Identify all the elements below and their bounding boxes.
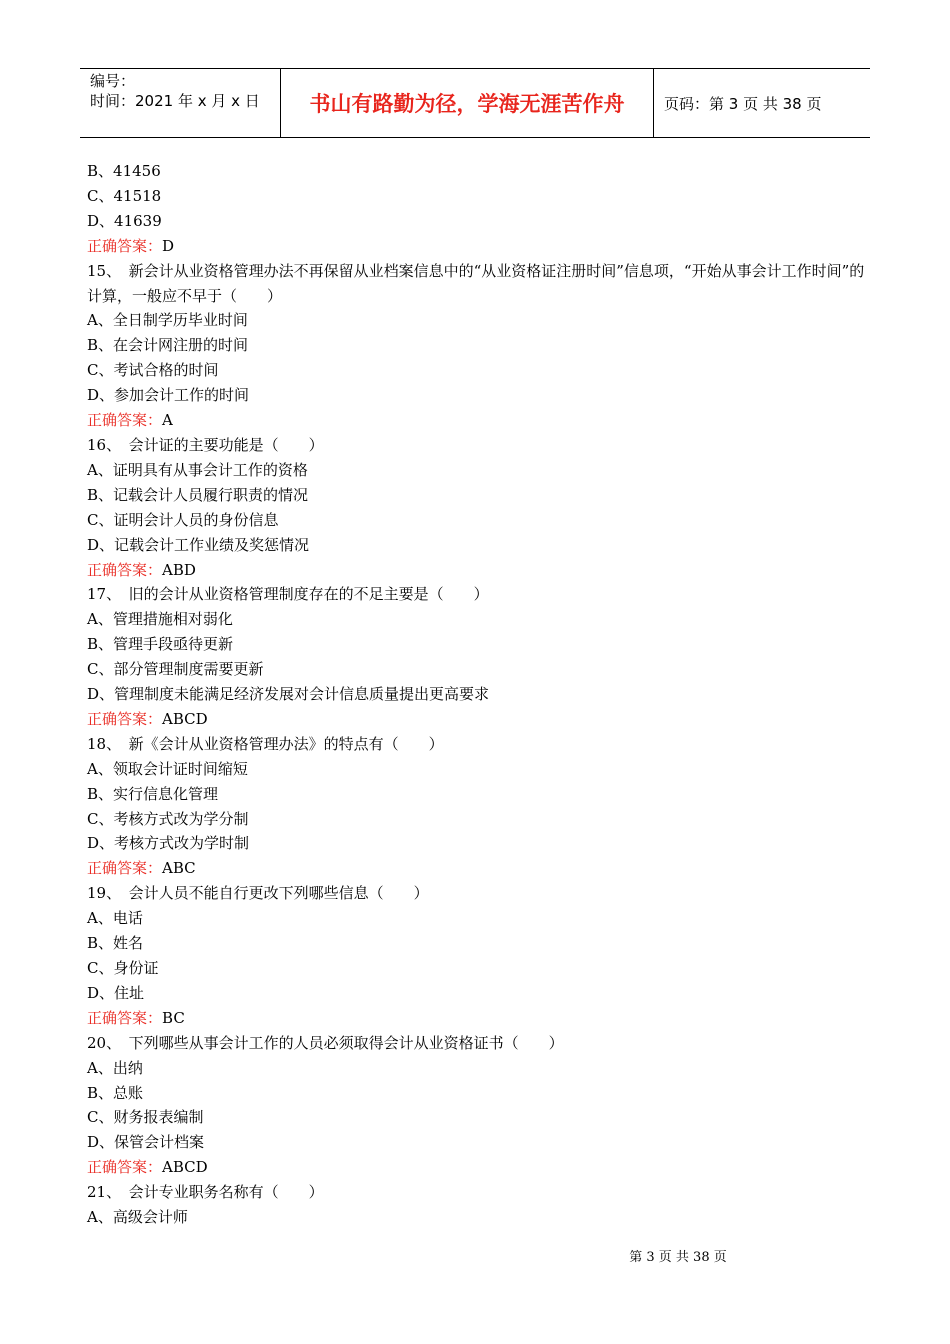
answer-label: 正确答案： [87, 411, 163, 430]
option-text: D、住址 [87, 983, 145, 1002]
answer-label: 正确答案： [87, 236, 163, 255]
question-text: 17、 旧的会计从业资格管理制度存在的不足主要是（ ） [87, 585, 489, 604]
answer-value: ABCD [162, 709, 208, 728]
option-text: C、部分管理制度需要更新 [87, 660, 264, 679]
option-text: A、管理措施相对弱化 [87, 610, 233, 629]
answer-value: ABD [162, 560, 196, 579]
page-header [80, 68, 870, 138]
question-text: 19、 会计人员不能自行更改下列哪些信息（ ） [87, 884, 429, 903]
answer-line [87, 1006, 872, 1031]
footer-page-number: 第 3 页 共 38 页 [629, 1250, 727, 1265]
option-text: C、41518 [87, 186, 162, 205]
option-text: A、高级会计师 [87, 1208, 188, 1227]
option-text: C、考试合格的时间 [87, 361, 219, 380]
page-footer [0, 1246, 950, 1265]
serial-number-label: 编号： [90, 72, 136, 90]
header-page-info: 页码：第 3 页 共 38 页 [664, 94, 822, 113]
answer-label: 正确答案： [87, 709, 163, 728]
question-text: 20、 下列哪些从事会计工作的人员必须取得会计从业资格证书（ ） [87, 1033, 564, 1052]
header-meta [80, 69, 281, 137]
option-text: A、电话 [87, 909, 143, 928]
answer-line [87, 408, 872, 433]
answer-label: 正确答案： [87, 859, 163, 878]
option-text: A、全日制学历毕业时间 [87, 311, 248, 330]
option-text: B、总账 [87, 1083, 144, 1102]
option-text: D、记载会计工作业绩及奖惩情况 [87, 535, 310, 554]
option-text: D、保管会计档案 [87, 1133, 205, 1152]
question-text: 18、 新《会计从业资格管理办法》的特点有（ ） [87, 734, 444, 753]
option-text: A、出纳 [87, 1058, 143, 1077]
option-text: D、考核方式改为学时制 [87, 834, 250, 853]
question-text: 15、 新会计从业资格管理办法不再保留从业档案信息中的“从业资格证注册时间”信息项，“开始从事会计工作时间”的计算，一般应不早于（ ） [87, 261, 865, 305]
option-text: B、姓名 [87, 934, 144, 953]
document-body [87, 159, 872, 1230]
answer-line [87, 234, 872, 259]
option-text: C、证明会计人员的身份信息 [87, 510, 279, 529]
answer-value: ABC [162, 859, 196, 878]
answer-line [87, 707, 872, 732]
answer-line [87, 558, 872, 583]
option-text: C、考核方式改为学分制 [87, 809, 249, 828]
answer-label: 正确答案： [87, 1008, 163, 1027]
option-text: B、实行信息化管理 [87, 784, 219, 803]
question-text: 16、 会计证的主要功能是（ ） [87, 435, 324, 454]
date-label: 时间：2021 年 x 月 x 日 [90, 92, 260, 110]
option-text: D、管理制度未能满足经济发展对会计信息质量提出更高要求 [87, 685, 490, 704]
answer-line [87, 856, 872, 881]
option-text: D、41639 [87, 211, 162, 230]
answer-label: 正确答案： [87, 560, 163, 579]
answer-value: D [162, 236, 175, 255]
option-text: B、41456 [87, 162, 161, 180]
answer-value: BC [162, 1008, 185, 1027]
answer-value: ABCD [162, 1158, 208, 1177]
option-text: C、财务报表编制 [87, 1108, 204, 1127]
option-text: C、身份证 [87, 959, 159, 977]
option-text: A、证明具有从事会计工作的资格 [87, 460, 308, 479]
question-text: 21、 会计专业职务名称有（ ） [87, 1183, 324, 1202]
answer-value: A [162, 411, 173, 430]
answer-label: 正确答案： [87, 1158, 163, 1177]
option-text: B、记载会计人员履行职责的情况 [87, 485, 309, 504]
header-motto: 书山有路勤为径，学海无涯苦作舟 [281, 69, 654, 137]
option-text: B、管理手段亟待更新 [87, 635, 234, 654]
option-text: D、参加会计工作的时间 [87, 386, 250, 405]
answer-line [87, 1155, 872, 1180]
option-text: B、在会计网注册的时间 [87, 336, 249, 355]
option-text: A、领取会计证时间缩短 [87, 759, 248, 778]
